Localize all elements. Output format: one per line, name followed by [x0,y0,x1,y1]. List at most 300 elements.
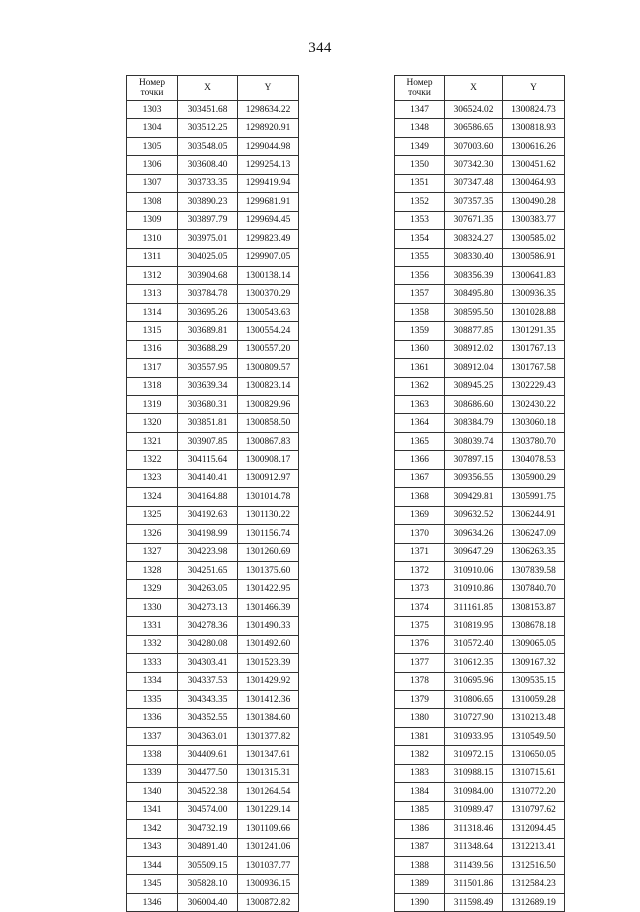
x-cell: 310572.40 [445,635,503,653]
point-number-cell: 1354 [395,230,445,248]
table-row [127,801,299,819]
point-number-cell: 1356 [395,266,445,284]
x-cell: 304303.41 [178,654,238,672]
point-number-header [395,76,445,101]
table-row [127,506,299,524]
point-number-cell: 1322 [127,451,178,469]
x-cell: 309647.29 [445,543,503,561]
y-cell: 1310213.48 [503,709,565,727]
y-cell: 1301109.66 [238,820,299,838]
x-cell: 311598.49 [445,893,503,911]
table-row [127,672,299,690]
table-row [127,285,299,303]
point-number-cell: 1341 [127,801,178,819]
x-cell: 304223.98 [178,543,238,561]
table-row [395,248,565,266]
coordinates-table-right [394,75,565,912]
x-cell: 304251.65 [178,561,238,579]
point-number-cell: 1319 [127,396,178,414]
table-row [395,856,565,874]
point-number-cell: 1307 [127,174,178,192]
point-number-cell: 1355 [395,248,445,266]
x-cell: 311501.86 [445,875,503,893]
table-row [127,856,299,874]
y-cell: 1300451.62 [503,156,565,174]
point-number-cell: 1324 [127,488,178,506]
table-body [127,101,299,912]
y-cell: 1300383.77 [503,211,565,229]
x-cell: 310933.95 [445,727,503,745]
y-cell: 1304078.53 [503,451,565,469]
y-cell: 1298634.22 [238,101,299,119]
y-cell: 1301429.92 [238,672,299,690]
x-cell: 303907.85 [178,432,238,450]
point-number-cell: 1378 [395,672,445,690]
x-cell: 310695.96 [445,672,503,690]
table-row [127,432,299,450]
y-cell: 1308153.87 [503,598,565,616]
table-row [127,709,299,727]
point-number-cell: 1325 [127,506,178,524]
table-row [395,709,565,727]
x-header: X [445,76,503,101]
point-number-cell: 1323 [127,469,178,487]
point-number-cell: 1377 [395,654,445,672]
y-cell: 1301315.31 [238,764,299,782]
table-row [395,193,565,211]
point-number-cell: 1332 [127,635,178,653]
y-cell: 1299681.91 [238,193,299,211]
y-cell: 1301347.61 [238,746,299,764]
point-number-cell: 1342 [127,820,178,838]
y-cell: 1303060.18 [503,414,565,432]
x-cell: 306524.02 [445,101,503,119]
point-number-cell: 1328 [127,561,178,579]
x-cell: 308324.27 [445,230,503,248]
point-number-cell: 1375 [395,617,445,635]
point-number-cell: 1359 [395,322,445,340]
table-row [127,377,299,395]
y-cell: 1301384.60 [238,709,299,727]
y-cell: 1299254.13 [238,156,299,174]
point-number-cell: 1379 [395,691,445,709]
point-number-cell: 1344 [127,856,178,874]
table-row [395,691,565,709]
table-row [395,432,565,450]
y-cell: 1300818.93 [503,119,565,137]
x-cell: 310972.15 [445,746,503,764]
header-line: Номер [406,78,433,88]
x-cell: 310988.15 [445,764,503,782]
table-row [127,783,299,801]
x-cell: 304343.35 [178,691,238,709]
table-row [395,101,565,119]
table-row [395,893,565,911]
y-cell: 1299044.98 [238,137,299,155]
point-number-cell: 1361 [395,359,445,377]
point-number-cell: 1353 [395,211,445,229]
table-row [127,156,299,174]
page-number: 344 [308,40,332,56]
y-cell: 1301377.82 [238,727,299,745]
table-row [127,230,299,248]
x-cell: 304363.01 [178,727,238,745]
y-cell: 1301422.95 [238,580,299,598]
table-row [395,377,565,395]
y-cell: 1300370.29 [238,285,299,303]
table-row [395,543,565,561]
table-row [395,727,565,745]
table-row [127,322,299,340]
table-row [127,838,299,856]
x-cell: 308384.79 [445,414,503,432]
y-cell: 1300936.35 [503,285,565,303]
x-cell: 303451.68 [178,101,238,119]
point-number-header [127,76,178,101]
y-cell: 1306244.91 [503,506,565,524]
y-cell: 1300936.15 [238,875,299,893]
x-cell: 304352.55 [178,709,238,727]
x-cell: 303557.95 [178,359,238,377]
x-cell: 303897.79 [178,211,238,229]
x-cell: 303695.26 [178,303,238,321]
table-row [395,359,565,377]
y-cell: 1301412.36 [238,691,299,709]
x-cell: 307357.35 [445,193,503,211]
point-number-cell: 1331 [127,617,178,635]
table-row [127,525,299,543]
x-cell: 309632.52 [445,506,503,524]
y-cell: 1312689.19 [503,893,565,911]
point-number-cell: 1343 [127,838,178,856]
x-cell: 307347.48 [445,174,503,192]
point-number-cell: 1383 [395,764,445,782]
point-number-cell: 1303 [127,101,178,119]
y-cell: 1310772.20 [503,783,565,801]
table-row [127,598,299,616]
point-number-cell: 1363 [395,396,445,414]
point-number-cell: 1337 [127,727,178,745]
point-number-cell: 1336 [127,709,178,727]
x-cell: 304337.53 [178,672,238,690]
point-number-cell: 1311 [127,248,178,266]
header-line: точки [408,88,431,98]
table-row [395,801,565,819]
table-row [395,506,565,524]
table-row [395,230,565,248]
x-cell: 304273.13 [178,598,238,616]
x-cell: 311439.56 [445,856,503,874]
point-number-cell: 1382 [395,746,445,764]
table-row [395,396,565,414]
table-row [127,248,299,266]
y-cell: 1306247.09 [503,525,565,543]
point-number-cell: 1304 [127,119,178,137]
y-cell: 1299907.05 [238,248,299,266]
table-row [127,469,299,487]
y-cell: 1312584.23 [503,875,565,893]
y-cell: 1300138.14 [238,266,299,284]
x-cell: 303689.81 [178,322,238,340]
table-row [395,137,565,155]
point-number-cell: 1330 [127,598,178,616]
x-cell: 310727.90 [445,709,503,727]
y-cell: 1300616.26 [503,137,565,155]
y-cell: 1301264.54 [238,783,299,801]
x-cell: 305828.10 [178,875,238,893]
x-cell: 304732.19 [178,820,238,838]
x-cell: 309634.26 [445,525,503,543]
y-cell: 1300557.20 [238,340,299,358]
x-cell: 304192.63 [178,506,238,524]
y-cell: 1312213.41 [503,838,565,856]
x-cell: 303608.40 [178,156,238,174]
y-cell: 1301156.74 [238,525,299,543]
point-number-cell: 1348 [395,119,445,137]
point-number-cell: 1321 [127,432,178,450]
table-row [127,617,299,635]
y-cell: 1301260.69 [238,543,299,561]
y-cell: 1300586.91 [503,248,565,266]
x-cell: 310910.06 [445,561,503,579]
x-cell: 304409.61 [178,746,238,764]
point-number-cell: 1381 [395,727,445,745]
table-body [395,101,565,912]
table-row [395,303,565,321]
x-cell: 304522.38 [178,783,238,801]
y-cell: 1310715.61 [503,764,565,782]
header-line: точки [140,88,164,98]
table-row [395,654,565,672]
table-row [127,727,299,745]
y-cell: 1300867.83 [238,432,299,450]
y-cell: 1302430.22 [503,396,565,414]
point-number-cell: 1308 [127,193,178,211]
point-number-cell: 1373 [395,580,445,598]
y-cell: 1306263.35 [503,543,565,561]
x-cell: 304278.36 [178,617,238,635]
table-row [127,893,299,911]
x-cell: 308595.50 [445,303,503,321]
table-row [395,561,565,579]
x-cell: 308945.25 [445,377,503,395]
table-row [127,488,299,506]
point-number-cell: 1310 [127,230,178,248]
y-cell: 1301523.39 [238,654,299,672]
point-number-cell: 1305 [127,137,178,155]
table-row [127,340,299,358]
table-header-row [127,76,299,101]
table-row [127,691,299,709]
point-number-cell: 1365 [395,432,445,450]
y-cell: 1301014.78 [238,488,299,506]
x-cell: 304164.88 [178,488,238,506]
point-number-cell: 1367 [395,469,445,487]
y-cell: 1301375.60 [238,561,299,579]
header-line: Номер [138,78,166,88]
y-cell: 1301229.14 [238,801,299,819]
x-cell: 310819.95 [445,617,503,635]
y-cell: 1300823.14 [238,377,299,395]
y-cell: 1301037.77 [238,856,299,874]
x-cell: 303904.68 [178,266,238,284]
table-row [127,580,299,598]
table-row [395,525,565,543]
y-cell: 1312094.45 [503,820,565,838]
point-number-cell: 1347 [395,101,445,119]
y-cell: 1301490.33 [238,617,299,635]
point-number-cell: 1362 [395,377,445,395]
table-row [395,119,565,137]
x-cell: 309356.55 [445,469,503,487]
point-number-cell: 1335 [127,691,178,709]
x-cell: 303680.31 [178,396,238,414]
table-row [127,266,299,284]
y-cell: 1301130.22 [238,506,299,524]
point-number-cell: 1358 [395,303,445,321]
y-cell: 1307840.70 [503,580,565,598]
table-row [127,561,299,579]
table-row [127,875,299,893]
x-cell: 303733.35 [178,174,238,192]
table-row [395,469,565,487]
point-number-cell: 1357 [395,285,445,303]
point-number-cell: 1380 [395,709,445,727]
table-row [395,580,565,598]
x-cell: 310910.86 [445,580,503,598]
x-cell: 308495.80 [445,285,503,303]
table-row [127,359,299,377]
point-number-cell: 1369 [395,506,445,524]
x-cell: 304115.64 [178,451,238,469]
table-row [127,101,299,119]
table-row [395,211,565,229]
point-number-cell: 1315 [127,322,178,340]
y-cell: 1301492.60 [238,635,299,653]
x-cell: 308877.85 [445,322,503,340]
x-header: X [178,76,238,101]
x-cell: 303548.05 [178,137,238,155]
point-number-cell: 1368 [395,488,445,506]
x-cell: 311348.64 [445,838,503,856]
point-number-cell: 1338 [127,746,178,764]
table-row [395,783,565,801]
x-cell: 311318.46 [445,820,503,838]
table-header-row [395,76,565,101]
x-cell: 305509.15 [178,856,238,874]
point-number-cell: 1360 [395,340,445,358]
table-row [395,340,565,358]
table-row [395,635,565,653]
point-number-cell: 1351 [395,174,445,192]
point-number-cell: 1384 [395,783,445,801]
x-cell: 304891.40 [178,838,238,856]
y-cell: 1312516.50 [503,856,565,874]
x-cell: 303851.81 [178,414,238,432]
table-row [127,820,299,838]
point-number-cell: 1340 [127,783,178,801]
y-header: Y [238,76,299,101]
y-cell: 1300872.82 [238,893,299,911]
point-number-cell: 1372 [395,561,445,579]
x-cell: 309429.81 [445,488,503,506]
y-cell: 1298920.91 [238,119,299,137]
x-cell: 304263.05 [178,580,238,598]
table-row [395,672,565,690]
table-row [127,211,299,229]
point-number-cell: 1320 [127,414,178,432]
point-number-cell: 1317 [127,359,178,377]
table-row [127,137,299,155]
y-cell: 1301767.58 [503,359,565,377]
point-number-cell: 1387 [395,838,445,856]
x-cell: 304477.50 [178,764,238,782]
table-row [127,303,299,321]
x-cell: 311161.85 [445,598,503,616]
table-row [395,746,565,764]
table-row [127,764,299,782]
table-row [395,598,565,616]
table-row [395,820,565,838]
point-number-cell: 1376 [395,635,445,653]
y-cell: 1300554.24 [238,322,299,340]
table-row [127,654,299,672]
point-number-cell: 1306 [127,156,178,174]
y-cell: 1309535.15 [503,672,565,690]
y-cell: 1300641.83 [503,266,565,284]
point-number-cell: 1333 [127,654,178,672]
table-row [395,875,565,893]
y-cell: 1302229.43 [503,377,565,395]
table-row [395,838,565,856]
x-cell: 304574.00 [178,801,238,819]
y-cell: 1300912.97 [238,469,299,487]
y-cell: 1308678.18 [503,617,565,635]
x-cell: 304198.99 [178,525,238,543]
y-cell: 1300829.96 [238,396,299,414]
y-cell: 1305991.75 [503,488,565,506]
table-row [395,617,565,635]
table-row [395,451,565,469]
table-row [127,193,299,211]
x-cell: 304280.08 [178,635,238,653]
y-cell: 1301241.06 [238,838,299,856]
x-cell: 307342.30 [445,156,503,174]
y-cell: 1300543.63 [238,303,299,321]
y-cell: 1299419.94 [238,174,299,192]
x-cell: 304025.05 [178,248,238,266]
x-cell: 307003.60 [445,137,503,155]
y-cell: 1305900.29 [503,469,565,487]
x-cell: 308330.40 [445,248,503,266]
x-cell: 303975.01 [178,230,238,248]
x-cell: 308039.74 [445,432,503,450]
y-cell: 1299823.49 [238,230,299,248]
table-row [127,451,299,469]
x-cell: 303688.29 [178,340,238,358]
table-row [127,746,299,764]
point-number-cell: 1388 [395,856,445,874]
table-row [395,285,565,303]
y-cell: 1310650.05 [503,746,565,764]
y-cell: 1301291.35 [503,322,565,340]
y-cell: 1309167.32 [503,654,565,672]
y-cell: 1310549.50 [503,727,565,745]
point-number-cell: 1386 [395,820,445,838]
x-cell: 306004.40 [178,893,238,911]
point-number-cell: 1352 [395,193,445,211]
table-row [395,414,565,432]
